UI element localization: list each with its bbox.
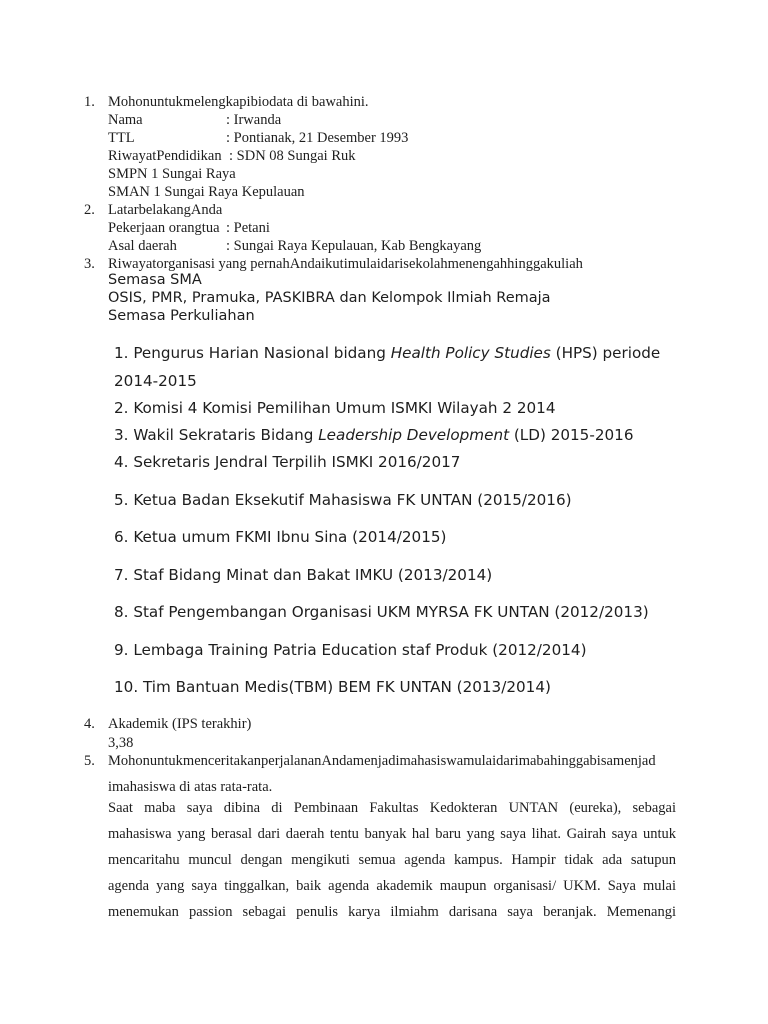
list-item-text: 1. Pengurus Harian Nasional bidang: [114, 344, 391, 362]
paragraph-line: menemukan passion sebagai penulis karya ilmiahm darisana saya beranjak. Memenangi: [108, 904, 676, 920]
organisasi-list-item: [114, 491, 572, 509]
biodata-heading: Mohonuntukmelengkapibiodata di bawahini.: [108, 94, 369, 110]
organisasi-list-item: [114, 399, 556, 417]
field-value-pekerjaan: : Petani: [226, 220, 270, 236]
field-value-pendidikan: : SDN 08 Sungai Ruk: [229, 148, 356, 164]
paragraph-line: Saat maba saya dibina di Pembinaan Fakultas Kedokteran UNTAN (eureka), sebagai: [108, 800, 676, 816]
field-value-nama: : Irwanda: [226, 112, 282, 128]
akademik-heading: Akademik (IPS terakhir): [108, 716, 252, 732]
paragraph-line: agenda yang saya tinggalkan, baik agenda akademik maupun organisasi/ UKM. Saya mulai: [108, 878, 676, 894]
paragraph-line: mahasiswa yang berasal dari daerah tentu banyak hal baru yang saya lihat. Gairah saya untuk: [108, 826, 676, 842]
sma-title: Semasa SMA: [108, 272, 202, 288]
organisasi-list-item: [114, 603, 649, 621]
list-item-text: 3. Wakil Sekrataris Bidang: [114, 426, 319, 444]
organisasi-list-item: [114, 566, 492, 584]
cerita-heading-line2: imahasiswa di atas rata-rata.: [108, 779, 273, 795]
organisasi-list-item: [114, 453, 460, 471]
list-item-text: 9. Lembaga Training Patria Education staf Produk (2012/2014): [114, 641, 587, 659]
list-item-text: (LD) 2015-2016: [509, 426, 634, 444]
item-number: 2.: [84, 202, 95, 218]
list-item-text: 8. Staf Pengembangan Organisasi UKM MYRSA FK UNTAN (2012/2013): [114, 603, 649, 621]
item-number: 4.: [84, 716, 95, 732]
school-sma: SMAN 1 Sungai Raya Kepulauan: [108, 184, 305, 200]
list-item-text: 2014-2015: [114, 372, 197, 390]
latar-heading: LatarbelakangAnda: [108, 202, 223, 218]
organisasi-list-item: [114, 678, 551, 696]
field-label-nama: Nama: [108, 112, 143, 128]
field-value-ttl: : Pontianak, 21 Desember 1993: [226, 130, 409, 146]
school-smp: SMPN 1 Sungai Raya: [108, 166, 236, 182]
list-item-text: 7. Staf Bidang Minat dan Bakat IMKU (2013/2014): [114, 566, 493, 584]
organisasi-heading: Riwayatorganisasi yang pernahAndaikutimulaidarisekolahmenengahhinggakuliah: [108, 256, 583, 272]
list-item-text: 10. Tim Bantuan Medis(TBM) BEM FK UNTAN (2013/2014): [114, 678, 551, 696]
field-label-pendidikan: RiwayatPendidikan: [108, 148, 222, 164]
organisasi-list-item: [114, 372, 197, 390]
cerita-heading-line1: MohonuntukmenceritakanperjalananAndamenjadimahasiswamulaidarimabahinggabisamenjad: [108, 753, 656, 769]
list-item-text: (HPS) periode: [550, 344, 661, 362]
ips-value: 3,38: [108, 735, 134, 751]
item-number: 1.: [84, 94, 95, 110]
organisasi-list-item: [114, 344, 660, 362]
paragraph-line: mencaritahu muncul dengan mengikuti semua agenda kampus. Hampir tidak ada satupun: [108, 852, 676, 868]
cerita-paragraph: [108, 795, 676, 925]
organisasi-list-item: [114, 426, 633, 444]
organisasi-list-item: [114, 641, 587, 659]
item-number: 3.: [84, 256, 95, 272]
kuliah-title: Semasa Perkuliahan: [108, 308, 255, 324]
list-item-text: 5. Ketua Badan Eksekutif Mahasiswa FK UNTAN (2015/2016): [114, 491, 572, 509]
list-item-emphasis: Health Policy Studies: [390, 344, 551, 362]
list-item-text: 4. Sekretaris Jendral Terpilih ISMKI 2016/2017: [114, 453, 461, 471]
field-label-pekerjaan: Pekerjaan orangtua: [108, 220, 220, 236]
list-item-emphasis: Leadership Development: [318, 426, 510, 444]
field-label-ttl: TTL: [108, 130, 135, 146]
organisasi-list-item: [114, 528, 446, 546]
field-label-asal: Asal daerah: [108, 238, 177, 254]
sma-orgs: OSIS, PMR, Pramuka, PASKIBRA dan Kelompok Ilmiah Remaja: [108, 290, 551, 306]
field-value-asal: : Sungai Raya Kepulauan, Kab Bengkayang: [226, 238, 482, 254]
item-number: 5.: [84, 753, 95, 769]
list-item-text: 6. Ketua umum FKMI Ibnu Sina (2014/2015): [114, 528, 447, 546]
list-item-text: 2. Komisi 4 Komisi Pemilihan Umum ISMKI Wilayah 2 2014: [114, 399, 556, 417]
